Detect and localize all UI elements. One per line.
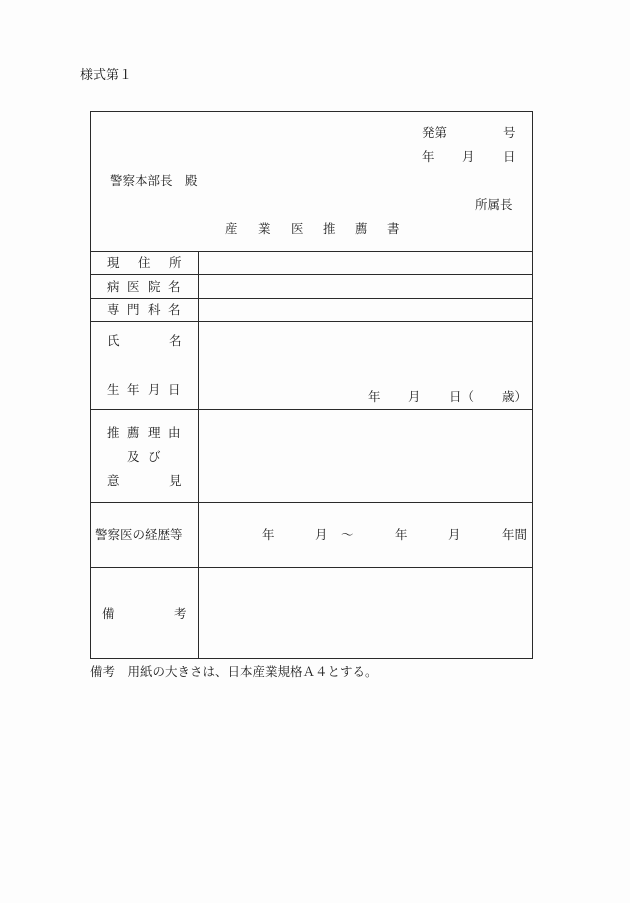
issue-number-suffix: 号: [503, 125, 516, 140]
birth-year-unit: 年: [368, 389, 381, 404]
label-char: 院: [148, 279, 161, 294]
addressee: 警察本部長 殿: [110, 173, 198, 188]
label-char: び: [148, 449, 161, 464]
title-char: 書: [387, 221, 400, 236]
label-char: 名: [168, 302, 181, 317]
divider-reason: [90, 502, 533, 503]
career-range-tilde: ～: [341, 527, 354, 542]
label-char: 住: [138, 255, 151, 270]
date-day: 日: [503, 149, 516, 164]
label-char: 専: [107, 302, 120, 317]
divider-name-birth: [90, 409, 533, 410]
career-year-to: 年: [395, 527, 408, 542]
label-char: 月: [148, 382, 161, 397]
title-char: 推: [323, 221, 336, 236]
career-years: 年間: [502, 527, 528, 542]
label-char: 年: [127, 382, 140, 397]
label-char: 及: [127, 449, 140, 464]
date-month: 月: [462, 149, 475, 164]
date-year: 年: [422, 149, 435, 164]
label-char: 備: [102, 606, 115, 621]
title-char: 薦: [355, 221, 368, 236]
divider-header: [90, 251, 533, 252]
birth-month-unit: 月: [408, 389, 421, 404]
footer-note: 備考 用紙の大きさは、日本産業規格Ａ４とする。: [90, 664, 378, 679]
label-char: 病: [107, 279, 120, 294]
career-month-from: 月: [315, 527, 328, 542]
label-char: 理: [148, 425, 161, 440]
sender-title: 所属長: [475, 197, 513, 212]
label-char: 氏: [107, 333, 120, 348]
label-char: 見: [169, 473, 182, 488]
age-unit: 歳）: [502, 389, 528, 404]
divider-address: [90, 274, 533, 275]
divider-career: [90, 567, 533, 568]
label-char: 生: [107, 382, 120, 397]
career-year-from: 年: [262, 527, 275, 542]
label-char: 名: [168, 279, 181, 294]
issue-number-prefix: 発第: [422, 125, 448, 140]
divider-clinic: [90, 298, 533, 299]
label-char: 意: [107, 473, 120, 488]
form-number: 様式第１: [80, 68, 133, 83]
title-char: 業: [258, 221, 271, 236]
label-char: 科: [148, 302, 161, 317]
career-month-to: 月: [448, 527, 461, 542]
title-char: 医: [291, 221, 304, 236]
label-char: 名: [169, 333, 182, 348]
divider-specialty: [90, 321, 533, 322]
birth-day-unit: 日（: [449, 389, 475, 404]
label-char: 医: [127, 279, 140, 294]
label-career: 警察医の経歴等: [95, 527, 183, 542]
label-char: 現: [107, 255, 120, 270]
label-char: 薦: [127, 425, 140, 440]
label-char: 推: [107, 425, 120, 440]
label-char: 門: [127, 302, 140, 317]
label-column-divider: [198, 251, 199, 659]
label-char: 日: [168, 382, 181, 397]
label-char: 所: [169, 255, 182, 270]
label-char: 考: [174, 606, 187, 621]
label-char: 由: [168, 425, 181, 440]
title-char: 産: [225, 221, 238, 236]
